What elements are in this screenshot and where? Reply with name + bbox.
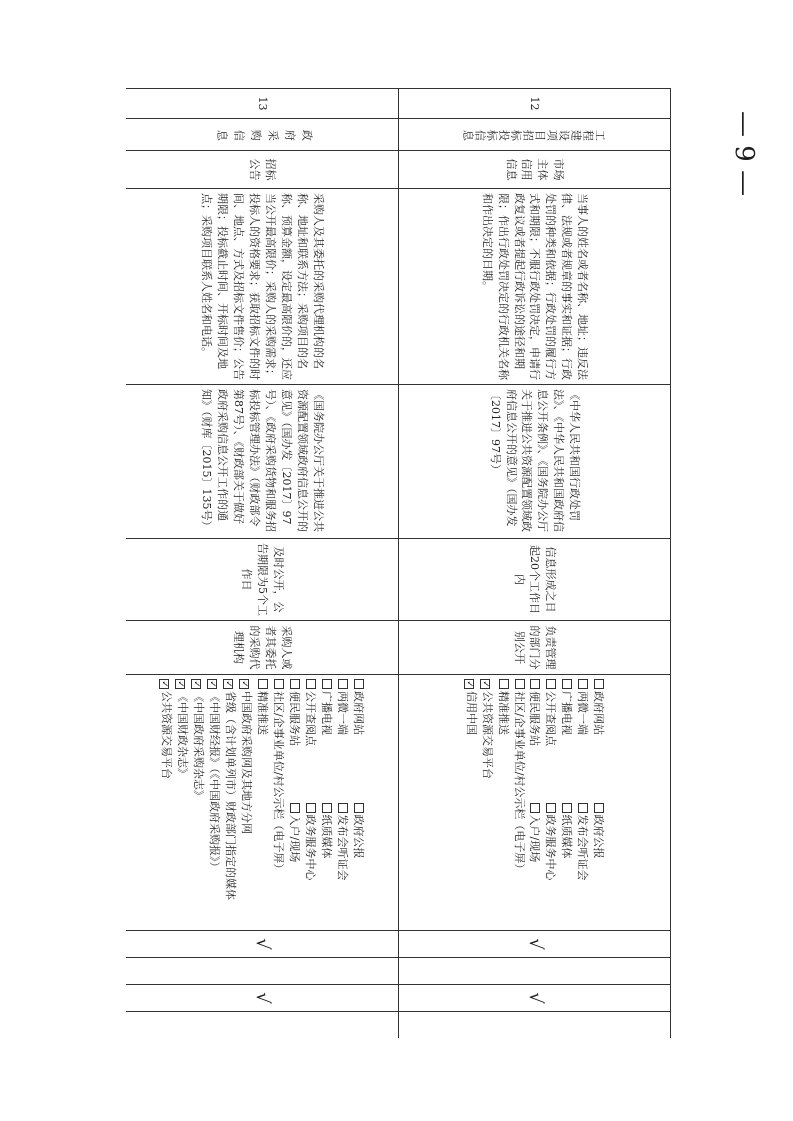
checkbox-icon — [578, 679, 588, 689]
checkbox-icon — [562, 679, 572, 689]
table-inner — [126, 88, 671, 1038]
checkbox-icon — [530, 803, 540, 813]
channel-label: 公共资源交易平台 — [480, 691, 494, 779]
checkbox-icon — [274, 679, 284, 689]
checkbox-icon — [515, 679, 525, 689]
row-number: 13 — [126, 89, 399, 119]
basis-cell: 《中华人民共和国行政处罚法》、《中华人民共和国政府信息公开条例》、《国务院办公厅关于推进公共资源配置领域政府信息公开的意见》（国办发〔2017〕97号） — [399, 385, 671, 539]
on-request-cell — [399, 1012, 671, 1039]
table-row — [399, 89, 671, 1039]
subcategory-cell: 招标公告 — [126, 151, 399, 189]
checkbox-icon — [594, 803, 604, 813]
checkbox-icon — [322, 803, 332, 813]
scope-all-cell: √ — [126, 931, 399, 958]
checked-checkbox-icon: ✓ — [191, 680, 202, 688]
subcategory-cell: 市场主体信用信息 — [399, 151, 671, 189]
row-number: 12 — [399, 89, 671, 119]
category-cell: 工程建设项目招标投标信息 — [399, 119, 671, 151]
content-cell: 采购人及其委托的采购代理机构的名称、地址和联系方法；采购项目的名称、预算金额，设定最高限价的，还应当公开最高限价；采购人的采购需求；投标人的资格要求；获取招标文件的时间、地点、方式及招标文件售价；公告期限；投标截止时间、开标时间及地点；采购项目联系人姓名和电话。 — [126, 189, 399, 385]
checkbox-icon — [338, 679, 348, 689]
checkbox-icon — [594, 679, 604, 689]
time-limit-cell: 及时公开，公告期限为5个工作日 — [126, 539, 399, 621]
channel-label: 纸质媒体 — [319, 814, 333, 859]
channel-label: 政府公报 — [592, 814, 606, 859]
channel-label: 《中国财经报》（《中国政府采购报》） — [208, 691, 222, 873]
channel-label: 社区/企事业单位/村公示栏（电子屏） — [271, 691, 285, 875]
checkbox-icon — [306, 803, 316, 813]
channel-label: 两微一端 — [335, 691, 349, 735]
channel-label: 两微一端 — [576, 691, 590, 735]
channel-label: 便民服务站 — [287, 691, 301, 746]
channel-label: 政府网站 — [351, 691, 365, 735]
on-request-cell — [126, 1012, 399, 1039]
rotated-table-frame — [126, 88, 671, 1038]
page-number: — 9 — — [729, 111, 759, 197]
checked-checkbox-icon: ✓ — [207, 680, 218, 688]
channel-label: 便民服务站 — [528, 691, 542, 746]
checkbox-icon — [290, 679, 300, 689]
checkbox-icon — [499, 679, 509, 689]
channels-cell — [399, 675, 671, 931]
channel-label: 社区/企事业单位/村公示栏（电子屏） — [512, 691, 526, 875]
checked-checkbox-icon: ✓ — [175, 680, 186, 688]
channel-label: 《中国财政杂志》 — [176, 691, 190, 779]
channel-label: 入户/现场 — [287, 814, 301, 863]
scope-specific-cell — [399, 958, 671, 985]
checkbox-icon — [354, 679, 364, 689]
channel-label: 《中国政府采购杂志》 — [192, 691, 206, 801]
channel-label: 政府网站 — [592, 691, 606, 735]
table-row — [126, 89, 399, 1039]
checkbox-icon — [354, 803, 364, 813]
channel-label: 发布会听证会 — [335, 814, 349, 881]
active-cell: √ — [399, 985, 671, 1012]
active-cell: √ — [126, 985, 399, 1012]
content-cell: 当事人的姓名或者名称、地址；违反法律、法规或者规章的事实和证据；行政处罚的种类和依据；行政处罚的履行方式和期限；不服行政处罚决定，申请行政复议或者提起行政诉讼的途径和期限；作出行政处罚决定的行政机关名称和作出决定的日期。 — [399, 189, 671, 385]
channel-label: 公共资源交易平台 — [160, 691, 174, 779]
channel-label: 入户/现场 — [528, 814, 542, 863]
channel-label: 公开查阅点 — [303, 691, 317, 746]
checked-checkbox-icon: ✓ — [463, 680, 474, 688]
category-cell: 政府采购信息 — [126, 119, 399, 151]
checkbox-icon — [546, 803, 556, 813]
disclosure-table — [126, 88, 671, 1038]
basis-cell: 《国务院办公厅关于推进公共资源配置领域政府信息公开的意见》（国办发〔2017〕97号）、《政府采购货物和服务招标投标管理办法》（财政部令第87号）、《财政部关于做好政府采购信息公开工作的通知》（财库〔2015〕135号） — [126, 385, 399, 539]
checkbox-icon — [322, 679, 332, 689]
channel-label: 政府公报 — [351, 814, 365, 859]
channel-label: 中国政府采购网及其地方分网 — [240, 691, 254, 834]
scope-specific-cell — [126, 958, 399, 985]
channel-label: 发布会听证会 — [576, 814, 590, 881]
checkbox-icon — [258, 679, 268, 689]
scope-all-cell: √ — [399, 931, 671, 958]
channels-cell — [126, 675, 399, 931]
checkbox-icon — [530, 679, 540, 689]
channel-label: 政务服务中心 — [544, 814, 558, 881]
checked-checkbox-icon: ✓ — [239, 680, 250, 688]
channel-label: 信用中国 — [464, 691, 478, 735]
checked-checkbox-icon: ✓ — [159, 680, 170, 688]
checkbox-icon — [306, 679, 316, 689]
channel-label: 纸质媒体 — [560, 814, 574, 859]
channel-label: 广播电视 — [560, 691, 574, 735]
subject-cell: 采购人或者其委托的采购代理机构 — [126, 621, 399, 675]
time-limit-cell: 信息形成之日起20个工作日内 — [399, 539, 671, 621]
checked-checkbox-icon: ✓ — [479, 680, 490, 688]
channel-label: 精准推送 — [255, 691, 269, 735]
checkbox-icon — [338, 803, 348, 813]
checkbox-icon — [290, 803, 300, 813]
subject-cell: 负责管理的部门分别公开 — [399, 621, 671, 675]
checkbox-icon — [546, 679, 556, 689]
channel-label: 省级（含计划单列市）财政部门指定的媒体 — [224, 691, 238, 900]
channel-label: 政务服务中心 — [303, 814, 317, 881]
checkbox-icon — [562, 803, 572, 813]
checked-checkbox-icon: ✓ — [223, 680, 234, 688]
channel-label: 广播电视 — [319, 691, 333, 735]
channel-label: 精准推送 — [496, 691, 510, 735]
checkbox-icon — [578, 803, 588, 813]
channel-label: 公开查阅点 — [544, 691, 558, 746]
